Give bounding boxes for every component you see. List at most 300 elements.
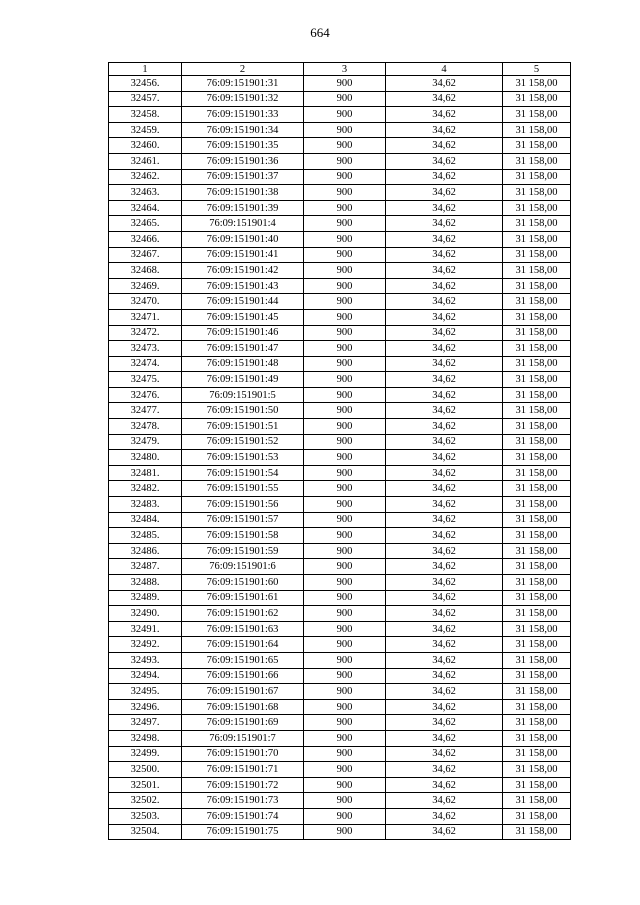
table-row — [109, 668, 571, 684]
cadastral-number-cell: 76:09:151901:51 — [182, 419, 304, 435]
value-cell-4: 34,62 — [386, 263, 503, 279]
value-cell-4: 34,62 — [386, 216, 503, 232]
row-number-cell: 32503. — [109, 808, 182, 824]
table-row — [109, 746, 571, 762]
row-number-cell: 32502. — [109, 793, 182, 809]
table-row — [109, 450, 571, 466]
value-cell-4: 34,62 — [386, 231, 503, 247]
value-cell-3: 900 — [304, 278, 386, 294]
table-row — [109, 730, 571, 746]
table-row — [109, 185, 571, 201]
table-row — [109, 777, 571, 793]
cadastral-number-cell: 76:09:151901:46 — [182, 325, 304, 341]
value-cell-4: 34,62 — [386, 543, 503, 559]
cadastral-number-cell: 76:09:151901:68 — [182, 699, 304, 715]
value-cell-4: 34,62 — [386, 481, 503, 497]
cadastral-number-cell: 76:09:151901:50 — [182, 403, 304, 419]
value-cell-3: 900 — [304, 216, 386, 232]
value-cell-5: 31 158,00 — [503, 200, 571, 216]
table-row — [109, 637, 571, 653]
value-cell-3: 900 — [304, 403, 386, 419]
row-number-cell: 32491. — [109, 621, 182, 637]
cadastral-number-cell: 76:09:151901:72 — [182, 777, 304, 793]
table-row — [109, 497, 571, 513]
value-cell-4: 34,62 — [386, 528, 503, 544]
value-cell-3: 900 — [304, 294, 386, 310]
value-cell-5: 31 158,00 — [503, 387, 571, 403]
value-cell-5: 31 158,00 — [503, 91, 571, 107]
value-cell-3: 900 — [304, 76, 386, 92]
cadastral-number-cell: 76:09:151901:57 — [182, 512, 304, 528]
value-cell-5: 31 158,00 — [503, 497, 571, 513]
value-cell-3: 900 — [304, 777, 386, 793]
row-number-cell: 32490. — [109, 606, 182, 622]
cadastral-number-cell: 76:09:151901:73 — [182, 793, 304, 809]
row-number-cell: 32464. — [109, 200, 182, 216]
row-number-cell: 32482. — [109, 481, 182, 497]
value-cell-3: 900 — [304, 200, 386, 216]
value-cell-4: 34,62 — [386, 419, 503, 435]
cadastral-number-cell: 76:09:151901:37 — [182, 169, 304, 185]
table-row — [109, 278, 571, 294]
value-cell-4: 34,62 — [386, 715, 503, 731]
cadastral-number-cell: 76:09:151901:53 — [182, 450, 304, 466]
value-cell-3: 900 — [304, 808, 386, 824]
cadastral-number-cell: 76:09:151901:34 — [182, 122, 304, 138]
cadastral-number-cell: 76:09:151901:74 — [182, 808, 304, 824]
value-cell-3: 900 — [304, 762, 386, 778]
row-number-cell: 32458. — [109, 107, 182, 123]
row-number-cell: 32467. — [109, 247, 182, 263]
value-cell-3: 900 — [304, 668, 386, 684]
value-cell-4: 34,62 — [386, 497, 503, 513]
value-cell-5: 31 158,00 — [503, 403, 571, 419]
table-row — [109, 465, 571, 481]
row-number-cell: 32485. — [109, 528, 182, 544]
value-cell-4: 34,62 — [386, 590, 503, 606]
table-row — [109, 372, 571, 388]
value-cell-4: 34,62 — [386, 341, 503, 357]
value-cell-3: 900 — [304, 91, 386, 107]
column-header-1: 1 — [109, 63, 182, 76]
value-cell-4: 34,62 — [386, 512, 503, 528]
row-number-cell: 32484. — [109, 512, 182, 528]
value-cell-4: 34,62 — [386, 465, 503, 481]
row-number-cell: 32492. — [109, 637, 182, 653]
row-number-cell: 32459. — [109, 122, 182, 138]
table-row — [109, 559, 571, 575]
value-cell-5: 31 158,00 — [503, 231, 571, 247]
table-row — [109, 122, 571, 138]
value-cell-3: 900 — [304, 185, 386, 201]
row-number-cell: 32504. — [109, 824, 182, 840]
value-cell-4: 34,62 — [386, 200, 503, 216]
value-cell-4: 34,62 — [386, 824, 503, 840]
value-cell-4: 34,62 — [386, 153, 503, 169]
row-number-cell: 32462. — [109, 169, 182, 185]
table-row — [109, 231, 571, 247]
value-cell-5: 31 158,00 — [503, 263, 571, 279]
row-number-cell: 32468. — [109, 263, 182, 279]
cadastral-number-cell: 76:09:151901:33 — [182, 107, 304, 123]
value-cell-5: 31 158,00 — [503, 216, 571, 232]
table-row — [109, 325, 571, 341]
cadastral-number-cell: 76:09:151901:49 — [182, 372, 304, 388]
table-row — [109, 247, 571, 263]
value-cell-5: 31 158,00 — [503, 652, 571, 668]
row-number-cell: 32489. — [109, 590, 182, 606]
value-cell-5: 31 158,00 — [503, 637, 571, 653]
value-cell-4: 34,62 — [386, 309, 503, 325]
value-cell-3: 900 — [304, 481, 386, 497]
value-cell-4: 34,62 — [386, 762, 503, 778]
value-cell-5: 31 158,00 — [503, 528, 571, 544]
table-row — [109, 107, 571, 123]
table-row — [109, 434, 571, 450]
row-number-cell: 32496. — [109, 699, 182, 715]
value-cell-3: 900 — [304, 231, 386, 247]
value-cell-5: 31 158,00 — [503, 481, 571, 497]
value-cell-4: 34,62 — [386, 575, 503, 591]
value-cell-4: 34,62 — [386, 559, 503, 575]
cadastral-number-cell: 76:09:151901:67 — [182, 684, 304, 700]
cadastral-number-cell: 76:09:151901:60 — [182, 575, 304, 591]
cadastral-number-cell: 76:09:151901:35 — [182, 138, 304, 154]
value-cell-3: 900 — [304, 263, 386, 279]
value-cell-5: 31 158,00 — [503, 824, 571, 840]
value-cell-5: 31 158,00 — [503, 169, 571, 185]
table-row — [109, 808, 571, 824]
value-cell-5: 31 158,00 — [503, 777, 571, 793]
value-cell-3: 900 — [304, 746, 386, 762]
cadastral-number-cell: 76:09:151901:39 — [182, 200, 304, 216]
value-cell-3: 900 — [304, 341, 386, 357]
cadastral-number-cell: 76:09:151901:58 — [182, 528, 304, 544]
table-row — [109, 684, 571, 700]
cadastral-number-cell: 76:09:151901:45 — [182, 309, 304, 325]
table-header-row — [109, 63, 571, 76]
value-cell-3: 900 — [304, 652, 386, 668]
table-row — [109, 138, 571, 154]
cadastral-number-cell: 76:09:151901:40 — [182, 231, 304, 247]
row-number-cell: 32499. — [109, 746, 182, 762]
value-cell-3: 900 — [304, 590, 386, 606]
row-number-cell: 32478. — [109, 419, 182, 435]
value-cell-3: 900 — [304, 512, 386, 528]
row-number-cell: 32500. — [109, 762, 182, 778]
value-cell-3: 900 — [304, 465, 386, 481]
table-row — [109, 309, 571, 325]
table-row — [109, 403, 571, 419]
value-cell-4: 34,62 — [386, 652, 503, 668]
value-cell-5: 31 158,00 — [503, 793, 571, 809]
value-cell-4: 34,62 — [386, 294, 503, 310]
column-header-5: 5 — [503, 63, 571, 76]
cadastral-number-cell: 76:09:151901:56 — [182, 497, 304, 513]
value-cell-3: 900 — [304, 528, 386, 544]
table-row — [109, 294, 571, 310]
value-cell-5: 31 158,00 — [503, 668, 571, 684]
value-cell-3: 900 — [304, 730, 386, 746]
row-number-cell: 32477. — [109, 403, 182, 419]
value-cell-3: 900 — [304, 684, 386, 700]
table-row — [109, 793, 571, 809]
value-cell-5: 31 158,00 — [503, 575, 571, 591]
row-number-cell: 32463. — [109, 185, 182, 201]
value-cell-5: 31 158,00 — [503, 590, 571, 606]
value-cell-3: 900 — [304, 559, 386, 575]
value-cell-4: 34,62 — [386, 637, 503, 653]
cadastral-number-cell: 76:09:151901:54 — [182, 465, 304, 481]
value-cell-4: 34,62 — [386, 793, 503, 809]
value-cell-3: 900 — [304, 824, 386, 840]
row-number-cell: 32493. — [109, 652, 182, 668]
cadastral-number-cell: 76:09:151901:55 — [182, 481, 304, 497]
value-cell-3: 900 — [304, 575, 386, 591]
row-number-cell: 32479. — [109, 434, 182, 450]
row-number-cell: 32483. — [109, 497, 182, 513]
value-cell-4: 34,62 — [386, 746, 503, 762]
value-cell-5: 31 158,00 — [503, 76, 571, 92]
table-body — [109, 76, 571, 840]
table-row — [109, 575, 571, 591]
value-cell-5: 31 158,00 — [503, 325, 571, 341]
value-cell-5: 31 158,00 — [503, 372, 571, 388]
cadastral-number-cell: 76:09:151901:32 — [182, 91, 304, 107]
value-cell-3: 900 — [304, 419, 386, 435]
row-number-cell: 32497. — [109, 715, 182, 731]
page-number: 664 — [310, 25, 330, 40]
value-cell-4: 34,62 — [386, 668, 503, 684]
row-number-cell: 32476. — [109, 387, 182, 403]
value-cell-4: 34,62 — [386, 185, 503, 201]
table-row — [109, 824, 571, 840]
cadastral-number-cell: 76:09:151901:48 — [182, 356, 304, 372]
cadastral-number-cell: 76:09:151901:66 — [182, 668, 304, 684]
row-number-cell: 32461. — [109, 153, 182, 169]
row-number-cell: 32498. — [109, 730, 182, 746]
table-row — [109, 590, 571, 606]
table-row — [109, 341, 571, 357]
data-table — [108, 62, 571, 840]
value-cell-5: 31 158,00 — [503, 512, 571, 528]
value-cell-3: 900 — [304, 153, 386, 169]
column-header-3: 3 — [304, 63, 386, 76]
row-number-cell: 32460. — [109, 138, 182, 154]
value-cell-5: 31 158,00 — [503, 309, 571, 325]
value-cell-4: 34,62 — [386, 434, 503, 450]
value-cell-5: 31 158,00 — [503, 465, 571, 481]
table-row — [109, 715, 571, 731]
value-cell-4: 34,62 — [386, 278, 503, 294]
table-row — [109, 543, 571, 559]
value-cell-5: 31 158,00 — [503, 543, 571, 559]
cadastral-number-cell: 76:09:151901:70 — [182, 746, 304, 762]
value-cell-4: 34,62 — [386, 621, 503, 637]
cadastral-number-cell: 76:09:151901:4 — [182, 216, 304, 232]
value-cell-4: 34,62 — [386, 808, 503, 824]
value-cell-3: 900 — [304, 450, 386, 466]
value-cell-5: 31 158,00 — [503, 107, 571, 123]
value-cell-5: 31 158,00 — [503, 746, 571, 762]
cadastral-number-cell: 76:09:151901:75 — [182, 824, 304, 840]
value-cell-5: 31 158,00 — [503, 762, 571, 778]
value-cell-5: 31 158,00 — [503, 450, 571, 466]
value-cell-5: 31 158,00 — [503, 138, 571, 154]
value-cell-5: 31 158,00 — [503, 419, 571, 435]
table-row — [109, 356, 571, 372]
column-header-2: 2 — [182, 63, 304, 76]
value-cell-5: 31 158,00 — [503, 730, 571, 746]
value-cell-5: 31 158,00 — [503, 185, 571, 201]
cadastral-number-cell: 76:09:151901:69 — [182, 715, 304, 731]
value-cell-3: 900 — [304, 169, 386, 185]
value-cell-3: 900 — [304, 543, 386, 559]
row-number-cell: 32457. — [109, 91, 182, 107]
table-row — [109, 699, 571, 715]
table-row — [109, 621, 571, 637]
table-row — [109, 512, 571, 528]
value-cell-5: 31 158,00 — [503, 434, 571, 450]
value-cell-4: 34,62 — [386, 325, 503, 341]
row-number-cell: 32488. — [109, 575, 182, 591]
value-cell-5: 31 158,00 — [503, 715, 571, 731]
value-cell-4: 34,62 — [386, 730, 503, 746]
row-number-cell: 32465. — [109, 216, 182, 232]
value-cell-3: 900 — [304, 434, 386, 450]
value-cell-4: 34,62 — [386, 699, 503, 715]
cadastral-number-cell: 76:09:151901:41 — [182, 247, 304, 263]
cadastral-number-cell: 76:09:151901:61 — [182, 590, 304, 606]
value-cell-3: 900 — [304, 637, 386, 653]
table-row — [109, 169, 571, 185]
table-row — [109, 91, 571, 107]
value-cell-3: 900 — [304, 699, 386, 715]
value-cell-4: 34,62 — [386, 138, 503, 154]
value-cell-3: 900 — [304, 715, 386, 731]
table-row — [109, 528, 571, 544]
value-cell-4: 34,62 — [386, 169, 503, 185]
value-cell-5: 31 158,00 — [503, 153, 571, 169]
value-cell-4: 34,62 — [386, 606, 503, 622]
value-cell-3: 900 — [304, 621, 386, 637]
value-cell-4: 34,62 — [386, 403, 503, 419]
cadastral-number-cell: 76:09:151901:62 — [182, 606, 304, 622]
table-row — [109, 481, 571, 497]
cadastral-number-cell: 76:09:151901:71 — [182, 762, 304, 778]
cadastral-number-cell: 76:09:151901:6 — [182, 559, 304, 575]
value-cell-4: 34,62 — [386, 122, 503, 138]
row-number-cell: 32501. — [109, 777, 182, 793]
row-number-cell: 32487. — [109, 559, 182, 575]
value-cell-3: 900 — [304, 309, 386, 325]
cadastral-number-cell: 76:09:151901:65 — [182, 652, 304, 668]
row-number-cell: 32470. — [109, 294, 182, 310]
cadastral-number-cell: 76:09:151901:52 — [182, 434, 304, 450]
row-number-cell: 32474. — [109, 356, 182, 372]
value-cell-5: 31 158,00 — [503, 356, 571, 372]
value-cell-4: 34,62 — [386, 387, 503, 403]
value-cell-4: 34,62 — [386, 684, 503, 700]
table-row — [109, 200, 571, 216]
value-cell-3: 900 — [304, 497, 386, 513]
value-cell-3: 900 — [304, 122, 386, 138]
value-cell-4: 34,62 — [386, 450, 503, 466]
cadastral-number-cell: 76:09:151901:38 — [182, 185, 304, 201]
table-row — [109, 652, 571, 668]
table-row — [109, 606, 571, 622]
row-number-cell: 32456. — [109, 76, 182, 92]
value-cell-4: 34,62 — [386, 91, 503, 107]
cadastral-number-cell: 76:09:151901:63 — [182, 621, 304, 637]
row-number-cell: 32472. — [109, 325, 182, 341]
cadastral-number-cell: 76:09:151901:5 — [182, 387, 304, 403]
value-cell-5: 31 158,00 — [503, 699, 571, 715]
table-row — [109, 419, 571, 435]
value-cell-5: 31 158,00 — [503, 294, 571, 310]
cadastral-number-cell: 76:09:151901:36 — [182, 153, 304, 169]
row-number-cell: 32475. — [109, 372, 182, 388]
value-cell-3: 900 — [304, 793, 386, 809]
cadastral-number-cell: 76:09:151901:44 — [182, 294, 304, 310]
row-number-cell: 32486. — [109, 543, 182, 559]
column-header-4: 4 — [386, 63, 503, 76]
value-cell-5: 31 158,00 — [503, 247, 571, 263]
value-cell-3: 900 — [304, 387, 386, 403]
table-row — [109, 263, 571, 279]
table-row — [109, 153, 571, 169]
value-cell-3: 900 — [304, 247, 386, 263]
value-cell-5: 31 158,00 — [503, 606, 571, 622]
value-cell-4: 34,62 — [386, 777, 503, 793]
value-cell-5: 31 158,00 — [503, 621, 571, 637]
value-cell-5: 31 158,00 — [503, 122, 571, 138]
cadastral-number-cell: 76:09:151901:43 — [182, 278, 304, 294]
value-cell-3: 900 — [304, 606, 386, 622]
value-cell-5: 31 158,00 — [503, 341, 571, 357]
value-cell-5: 31 158,00 — [503, 278, 571, 294]
row-number-cell: 32481. — [109, 465, 182, 481]
value-cell-4: 34,62 — [386, 76, 503, 92]
value-cell-3: 900 — [304, 138, 386, 154]
table-row — [109, 762, 571, 778]
row-number-cell: 32480. — [109, 450, 182, 466]
value-cell-5: 31 158,00 — [503, 684, 571, 700]
row-number-cell: 32466. — [109, 231, 182, 247]
value-cell-3: 900 — [304, 107, 386, 123]
value-cell-4: 34,62 — [386, 107, 503, 123]
cadastral-number-cell: 76:09:151901:42 — [182, 263, 304, 279]
value-cell-3: 900 — [304, 372, 386, 388]
value-cell-5: 31 158,00 — [503, 559, 571, 575]
table-row — [109, 216, 571, 232]
cadastral-number-cell: 76:09:151901:7 — [182, 730, 304, 746]
row-number-cell: 32473. — [109, 341, 182, 357]
table-row — [109, 387, 571, 403]
cadastral-number-cell: 76:09:151901:31 — [182, 76, 304, 92]
table-row — [109, 76, 571, 92]
value-cell-5: 31 158,00 — [503, 808, 571, 824]
value-cell-4: 34,62 — [386, 356, 503, 372]
row-number-cell: 32495. — [109, 684, 182, 700]
row-number-cell: 32494. — [109, 668, 182, 684]
value-cell-3: 900 — [304, 325, 386, 341]
cadastral-number-cell: 76:09:151901:64 — [182, 637, 304, 653]
value-cell-4: 34,62 — [386, 372, 503, 388]
row-number-cell: 32471. — [109, 309, 182, 325]
value-cell-3: 900 — [304, 356, 386, 372]
row-number-cell: 32469. — [109, 278, 182, 294]
